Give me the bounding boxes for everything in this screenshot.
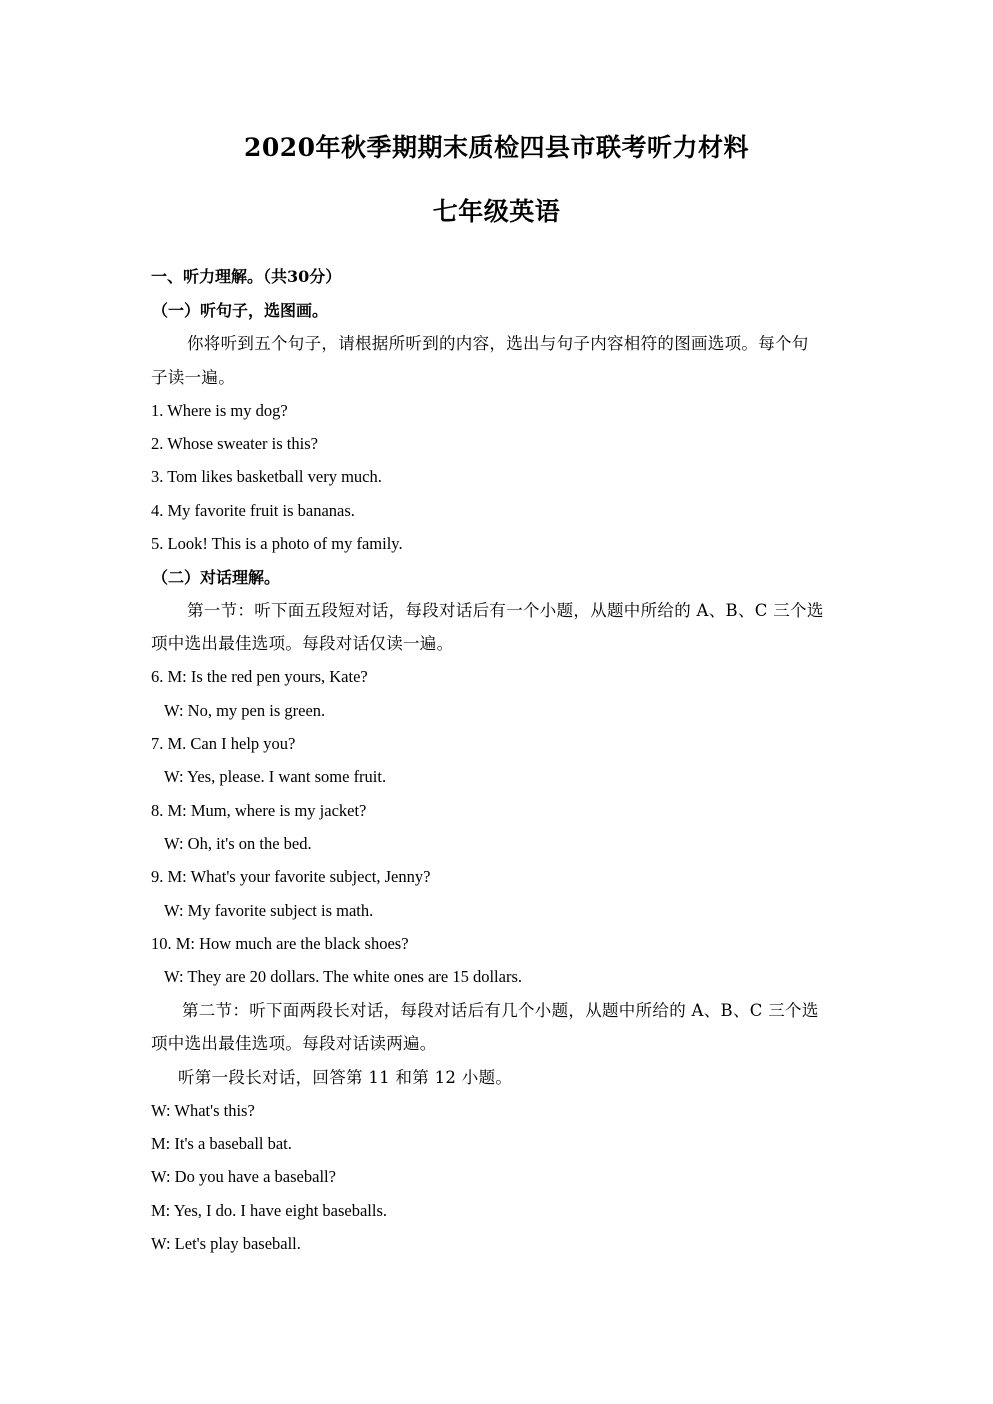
dialogue-line: W: Yes, please. I want some fruit.: [164, 767, 387, 786]
sentence-item: 4. My favorite fruit is bananas.: [151, 501, 355, 520]
long-dialogue-line: W: Do you have a baseball?: [151, 1167, 336, 1186]
part2-section2-instruction: 第二节：听下面两段长对话，每段对话后有几个小题，从题中所给的 A、B、C 三个选: [182, 1001, 819, 1020]
part2-section1-instruction-cont: 项中选出最佳选项。每段对话仅读一遍。: [151, 634, 454, 653]
sentence-item: 3. Tom likes basketball very much.: [151, 467, 382, 486]
page-subtitle: 七年级英语: [432, 197, 561, 226]
sentence-item: 2. Whose sweater is this?: [151, 434, 318, 453]
part1-instruction: 你将听到五个句子，请根据所听到的内容，选出与句子内容相符的图画选项。每个句: [187, 334, 809, 353]
dialogue-line: W: They are 20 dollars. The white ones are 15 dollars.: [164, 967, 523, 986]
sentence-item: 1. Where is my dog?: [151, 401, 288, 420]
dialogue-line: W: My favorite subject is math.: [164, 901, 374, 920]
part2-heading: （二）对话理解。: [152, 568, 281, 587]
dialogue-line: 6. M: Is the red pen yours, Kate?: [151, 667, 368, 686]
dialogue-line: 7. M. Can I help you?: [151, 734, 296, 753]
dialogue-line: W: No, my pen is green.: [164, 701, 326, 720]
part1-instruction-cont: 子读一遍。: [151, 368, 235, 387]
long-dialogue-intro: 听第一段长对话，回答第 11 和第 12 小题。: [178, 1068, 513, 1087]
page-title: 2020年秋季期期末质检四县市联考听力材料: [243, 133, 750, 162]
dialogue-line: W: Oh, it's on the bed.: [164, 834, 312, 853]
part2-section1-instruction: 第一节：听下面五段短对话，每段对话后有一个小题，从题中所给的 A、B、C 三个选: [187, 601, 824, 620]
dialogue-line: 9. M: What's your favorite subject, Jenny?: [151, 867, 431, 886]
part2-section2-instruction-cont: 项中选出最佳选项。每段对话读两遍。: [151, 1034, 437, 1053]
long-dialogue-line: W: What's this?: [151, 1101, 255, 1120]
sentence-item: 5. Look! This is a photo of my family.: [151, 534, 403, 553]
part1-heading: （一）听句子，选图画。: [152, 301, 329, 320]
long-dialogue-line: M: Yes, I do. I have eight baseballs.: [151, 1201, 388, 1220]
dialogue-line: 10. M: How much are the black shoes?: [151, 934, 409, 953]
section-heading: 一、听力理解。（共30分）: [151, 267, 342, 286]
long-dialogue-line: W: Let's play baseball.: [151, 1234, 301, 1253]
long-dialogue-line: M: It's a baseball bat.: [151, 1134, 292, 1153]
dialogue-line: 8. M: Mum, where is my jacket?: [151, 801, 367, 820]
